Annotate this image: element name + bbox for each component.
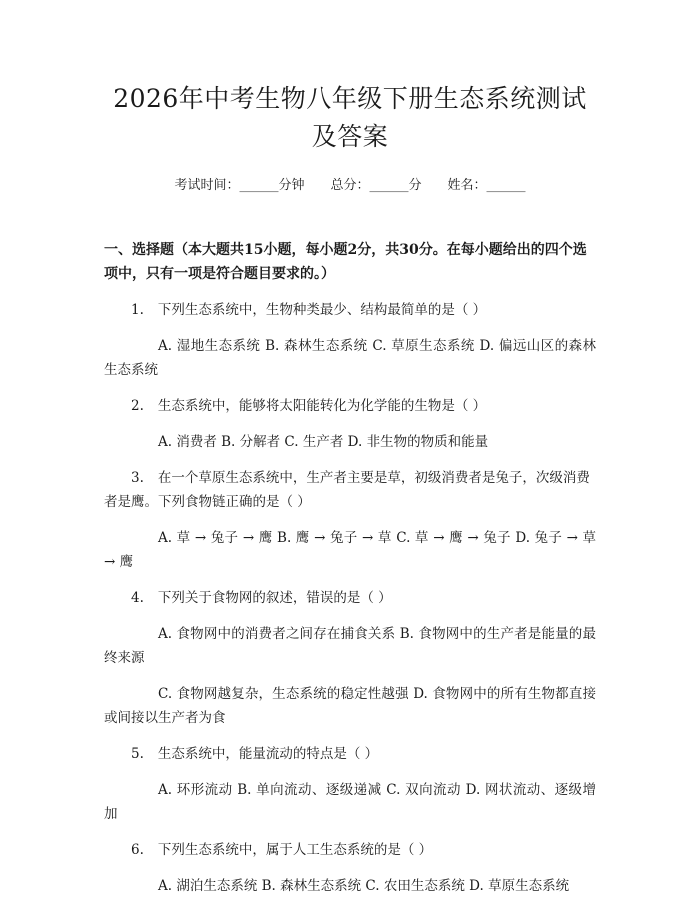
question-4-options-c-d: C. 食物网越复杂，生态系统的稳定性越强 D. 食物网中的所有生物都直接或间接以生产者为食 — [104, 686, 596, 726]
exam-time-field: 考试时间：______分钟 — [174, 178, 305, 193]
question-stem: 在一个草原生态系统中，生产者主要是草，初级消费者是兔子，次级消费者是鹰。下列食物链正确的是（ ） — [104, 470, 590, 510]
question-number: 4. — [131, 590, 144, 606]
question-4-options-a-b: A. 食物网中的消费者之间存在捕食关系 B. 食物网中的生产者是能量的最终来源 — [104, 626, 596, 666]
question-6 — [104, 838, 596, 862]
question-number: 2. — [131, 398, 144, 414]
document-title: 2026年中考生物八年级下册生态系统测试及答案 — [113, 84, 587, 151]
question-stem: 下列生态系统中，生物种类最少、结构最简单的是（ ） — [157, 302, 487, 318]
question-2-options: A. 消费者 B. 分解者 C. 生产者 D. 非生物的物质和能量 — [158, 434, 489, 450]
question-stem: 下列生态系统中，属于人工生态系统的是（ ） — [157, 842, 433, 858]
question-6-options: A. 湖泊生态系统 B. 森林生态系统 C. 农田生态系统 D. 草原生态系统 — [158, 878, 570, 894]
exam-meta — [104, 176, 596, 196]
question-5-options: A. 环形流动 B. 单向流动、逐级递减 C. 双向流动 D. 网状流动、逐级增加 — [104, 782, 596, 822]
question-5 — [104, 742, 596, 766]
total-score-field: 总分：______分 — [330, 178, 422, 193]
question-1-options: A. 湿地生态系统 B. 森林生态系统 C. 草原生态系统 D. 偏远山区的森林生态系统 — [104, 338, 596, 378]
student-name-field: 姓名：______ — [447, 178, 526, 193]
section-heading: 一、选择题（本大题共15小题，每小题2分，共30分。在每小题给出的四个选项中，只有一项是符合题目要求的。） — [104, 242, 587, 282]
question-stem: 生态系统中，能够将太阳能转化为化学能的生物是（ ） — [157, 398, 487, 414]
question-number: 6. — [131, 842, 144, 858]
question-number: 1. — [131, 302, 144, 318]
question-stem: 下列关于食物网的叙述，错误的是（ ） — [157, 590, 392, 606]
question-2 — [104, 394, 596, 418]
question-3-options: A. 草 → 兔子 → 鹰 B. 鹰 → 兔子 → 草 C. 草 → 鹰 → 兔子 D. 兔子 → 草 → 鹰 — [104, 530, 596, 570]
question-number: 3. — [131, 470, 144, 486]
question-4 — [104, 586, 596, 610]
question-stem: 生态系统中，能量流动的特点是（ ） — [157, 746, 379, 762]
question-1 — [104, 298, 596, 322]
question-3 — [104, 466, 596, 514]
question-number: 5. — [131, 746, 144, 762]
